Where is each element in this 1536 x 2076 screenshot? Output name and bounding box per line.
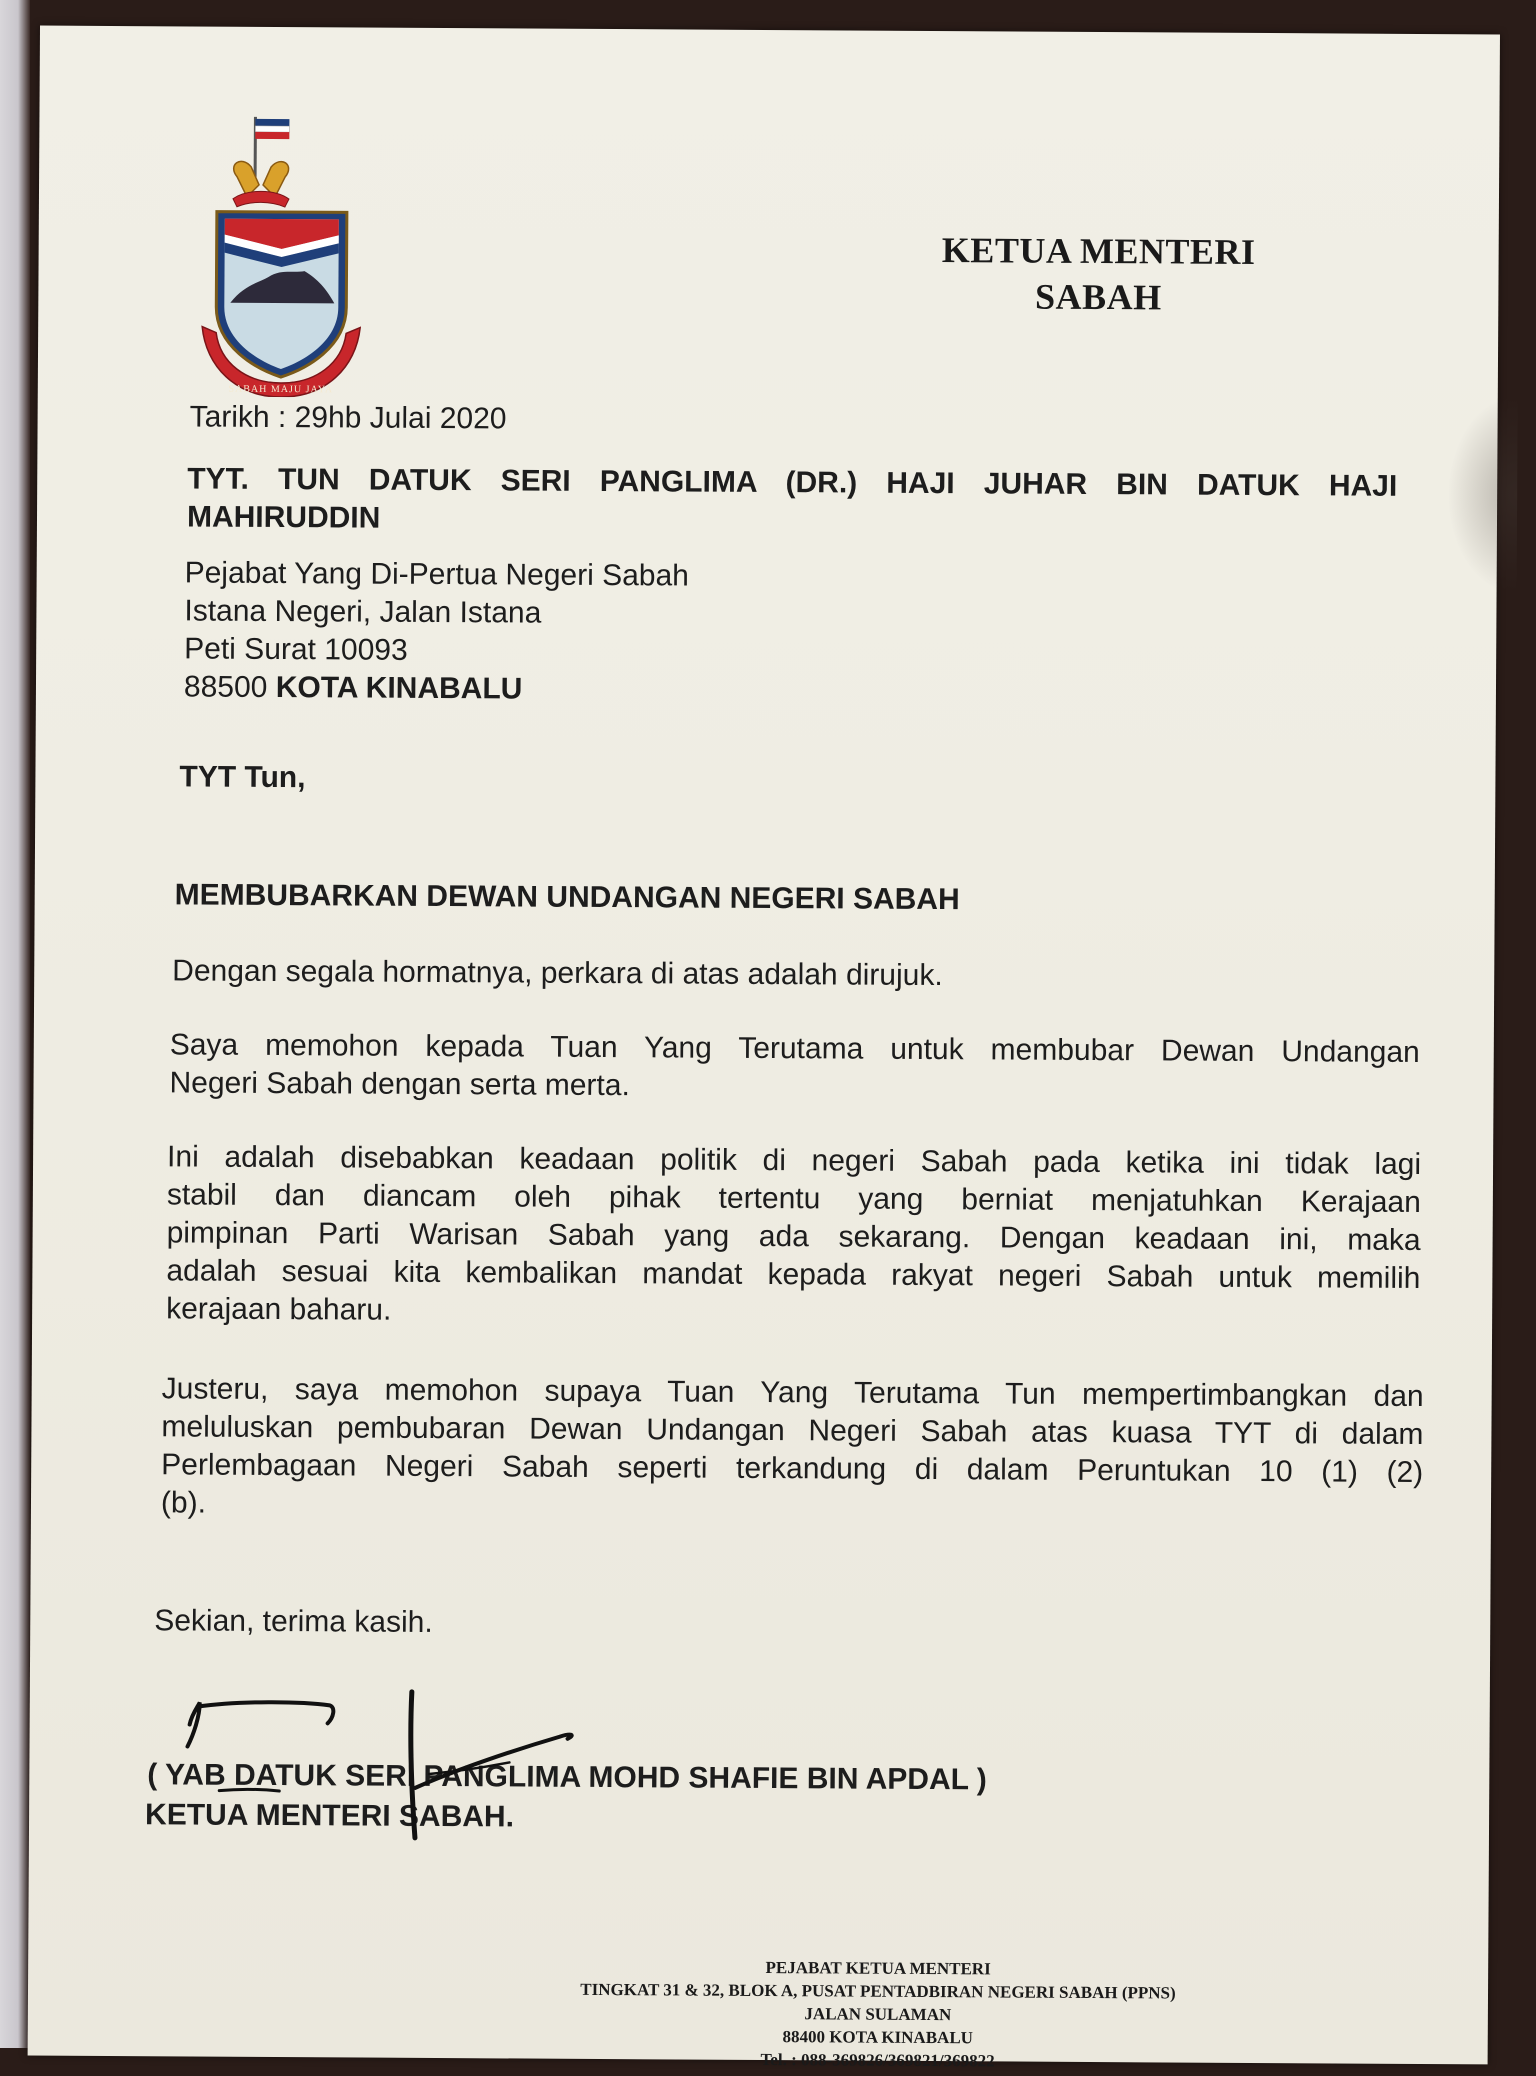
background-edge	[0, 0, 30, 2048]
body-p3-line1: Ini adalah disebabkan keadaan politik di negeri Sabah pada ketika ini tidak lagi	[167, 1138, 1421, 1184]
subject-line: MEMBUBARKAN DEWAN UNDANGAN NEGERI SABAH	[175, 876, 960, 919]
recipient-name	[187, 460, 1397, 543]
paper-fold-shadow	[1447, 394, 1518, 594]
body-paragraph-3	[166, 1138, 1421, 1336]
body-p4-line2: meluluskan pembubaran Dewan Undangan Negeri Sabah atas kuasa TYT di dalam	[161, 1408, 1423, 1454]
body-p3-line5: kerajaan baharu.	[166, 1290, 1420, 1336]
recipient-address	[184, 554, 689, 709]
footer-address1: TINGKAT 31 & 32, BLOK A, PUSAT PENTADBIRAN NEGERI SABAH (PPNS)	[448, 1977, 1308, 2005]
body-paragraph-4	[161, 1370, 1424, 1530]
letterhead-title-line1: KETUA MENTERI	[859, 227, 1339, 276]
letter-date: Tarikh : 29hb Julai 2020	[190, 398, 507, 438]
body-p2-line2: Negeri Sabah dengan serta merta.	[169, 1064, 1419, 1110]
letterhead-title	[858, 227, 1339, 322]
recipient-name-line1: TYT. TUN DATUK SERI PANGLIMA (DR.) HAJI JUHAR BIN DATUK HAJI	[187, 460, 1397, 505]
body-p4-line1: Justeru, saya memohon supaya Tuan Yang Terutama Tun mempertimbangkan dan	[162, 1370, 1424, 1416]
crest-motto: SABAH MAJU JAYA	[228, 384, 333, 396]
body-p2-line1: Saya memohon kepada Tuan Yang Terutama untuk membubar Dewan Undangan	[170, 1026, 1420, 1072]
body-p4-line3: Perlembagaan Negeri Sabah seperti terkandung di dalam Peruntukan 10 (1) (2)	[161, 1446, 1423, 1492]
recipient-name-line2: MAHIRUDDIN	[187, 498, 1397, 543]
address-line4	[184, 668, 688, 709]
body-paragraph-2	[169, 1026, 1419, 1110]
footer-postcode-city: 88400 KOTA KINABALU	[448, 2023, 1308, 2051]
address-city: KOTA KINABALU	[276, 671, 523, 706]
letterhead-title-line2: SABAH	[858, 273, 1338, 322]
signatory-title: KETUA MENTERI SABAH.	[145, 1796, 514, 1836]
address-line1: Pejabat Yang Di-Pertua Negeri Sabah	[185, 554, 689, 595]
letter-page	[28, 26, 1500, 2065]
footer-office: PEJABAT KETUA MENTERI	[448, 1954, 1308, 1982]
body-p4-line4: (b).	[161, 1484, 1423, 1530]
footer-address2: JALAN SULAMAN	[448, 2000, 1308, 2028]
address-postcode: 88500	[184, 670, 268, 704]
address-line3: Peti Surat 10093	[184, 630, 688, 671]
body-paragraph-1: Dengan segala hormatnya, perkara di atas adalah dirujuk.	[172, 952, 943, 995]
footer-telephone: Tel. : 088-369826/369821/369822	[448, 2046, 1308, 2074]
body-p3-line2: stabil dan diancam oleh pihak tertentu yang berniat menjatuhkan Kerajaan	[167, 1176, 1421, 1222]
address-line2: Istana Negeri, Jalan Istana	[184, 592, 688, 633]
sabah-crest-logo	[196, 107, 368, 398]
signatory-name: ( YAB DATUK SERI PANGLIMA MOHD SHAFIE BIN APDAL )	[147, 1756, 987, 1799]
handwritten-signature	[179, 1676, 700, 1879]
salutation: TYT Tun,	[179, 758, 305, 797]
closing-line: Sekian, terima kasih.	[154, 1602, 433, 1642]
body-p3-line3: pimpinan Parti Warisan Sabah yang ada sekarang. Dengan keadaan ini, maka	[167, 1214, 1421, 1260]
body-p3-line4: adalah sesuai kita kembalikan mandat kepada rakyat negeri Sabah untuk memilih	[166, 1252, 1420, 1298]
letterhead-footer	[448, 1954, 1309, 2074]
